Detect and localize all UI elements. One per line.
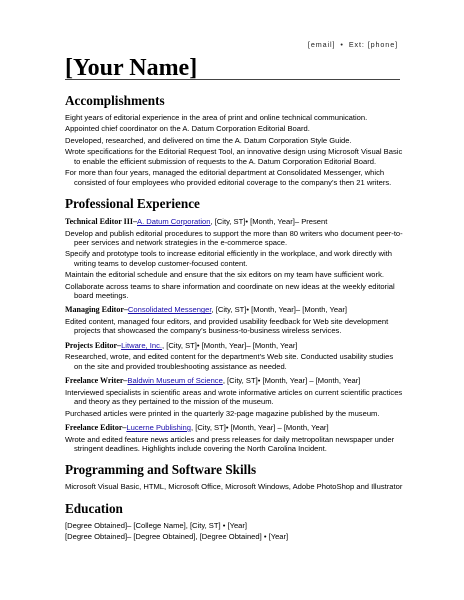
accomplishment-item: Appointed chief coordinator on the A. Datum Corporation Editorial Board. xyxy=(65,124,310,134)
job-heading xyxy=(65,376,403,385)
job-title: Projects Editor– xyxy=(65,340,122,350)
accomplishment-item: Eight years of editorial experience in the area of print and online technical communication. xyxy=(65,113,368,122)
accomplishment-item: Wrote specifications for the Editorial Request Tool, an innovative design using Microsoft Visual Basic to enable the efficient submission of requests to the A. Datum Corporation Editorial Board. xyxy=(65,147,403,166)
job-details: , [City, ST]• [Month, Year]– Present xyxy=(210,216,328,226)
job-bullet: Specify and prototype tools to increase editorial efficiently in the workplace, and work directly with writing teams to develop customer-focused content. xyxy=(65,249,392,268)
company-link[interactable]: Lucerne Publishing xyxy=(126,422,191,432)
job-bullet: Purchased articles were printed in the quarterly 32-page magazine published by the museum. xyxy=(65,408,380,418)
job-title: Managing Editor– xyxy=(65,305,128,315)
contact-email: [email] xyxy=(307,40,336,49)
experience-section xyxy=(65,196,403,453)
job-bullet: Interviewed specialists in scientific areas and wrote informative articles on current scientific practices and theory as they pertained to the mission of the museum. xyxy=(65,387,403,407)
job-title: Freelance Editor– xyxy=(65,422,127,432)
resume-body xyxy=(65,93,403,544)
skills-text: Microsoft Visual Basic, HTML, Microsoft Office, Microsoft Windows, Adobe PhotoShop and Illustrator xyxy=(65,482,403,492)
company-link[interactable]: Baldwin Museum of Science xyxy=(127,376,223,386)
skills-section xyxy=(65,462,403,491)
accomplishments-section xyxy=(65,93,403,187)
job-details: , [City, ST]• [Month, Year] – [Month, Year] xyxy=(222,376,361,386)
job-bullet: Edited content, managed four editors, and provided usability feedback for Web site development projects that showcased the company’s business-to-business wireless services. xyxy=(65,317,389,336)
job-bullet: Collaborate across teams to share information and coordinate on new ideas at the weekly editorial board meetings. xyxy=(65,281,395,300)
job-bullet: Develop and publish editorial procedures to support the more than 80 writers who document peer-to-peer services and network strategies in the e-commerce space. xyxy=(65,228,403,247)
name-divider xyxy=(65,79,400,80)
job-bullet: Wrote and edited feature news articles and press releases for daily metropolitan newspaper under stringent deadlines. Highlights include covering the North Carolina Incident. xyxy=(65,434,395,454)
job-heading xyxy=(65,341,403,350)
job-title: Technical Editor III– xyxy=(65,216,138,226)
job-heading xyxy=(65,305,403,314)
job-heading xyxy=(65,217,403,226)
accomplishment-item: Developed, researched, and delivered on time the A. Datum Corporation Style Guide. xyxy=(65,135,352,145)
accomplishments-heading: Accomplishments xyxy=(65,93,165,108)
company-link[interactable]: A. Datum Corporation xyxy=(137,216,211,226)
skills-heading: Programming and Software Skills xyxy=(65,462,257,478)
job-title: Freelance Writer– xyxy=(65,376,128,386)
job-details: , [City, ST]• [Month, Year] – [Month, Year] xyxy=(190,422,329,432)
education-line: [Degree Obtained]– [Degree Obtained], [Degree Obtained] • [Year] xyxy=(65,532,289,542)
job-details: , [City, ST]• [Month, Year]– [Month, Year] xyxy=(211,305,347,315)
job-heading xyxy=(65,423,403,432)
contact-line xyxy=(308,40,398,49)
experience-heading: Professional Experience xyxy=(65,195,200,211)
accomplishment-item: For more than four years, managed the editorial department at Consolidated Messenger, which consisted of four employees who provided editorial coverage to the company’s then 21 writers. xyxy=(65,168,392,187)
job-bullet: Maintain the editorial schedule and ensure that the six editors on my team have sufficient work. xyxy=(65,270,384,280)
job-bullet: Researched, wrote, and edited content for the department’s Web site. Conducted usability studies on the site and provided troubleshooting assistance as needed. xyxy=(65,352,394,371)
job-details: , [City, ST]• [Month, Year]– [Month, Year] xyxy=(162,340,298,350)
contact-phone: Ext: [phone] xyxy=(348,40,398,49)
education-line: [Degree Obtained]– [College Name], [City, ST] • [Year] xyxy=(65,520,248,530)
company-link[interactable]: Litware, Inc. xyxy=(121,340,163,350)
resume-name: [Your Name] xyxy=(65,55,198,81)
company-link[interactable]: Consolidated Messenger xyxy=(127,305,212,315)
contact-separator: • xyxy=(340,40,344,49)
education-heading: Education xyxy=(65,500,123,516)
education-section xyxy=(65,501,403,542)
